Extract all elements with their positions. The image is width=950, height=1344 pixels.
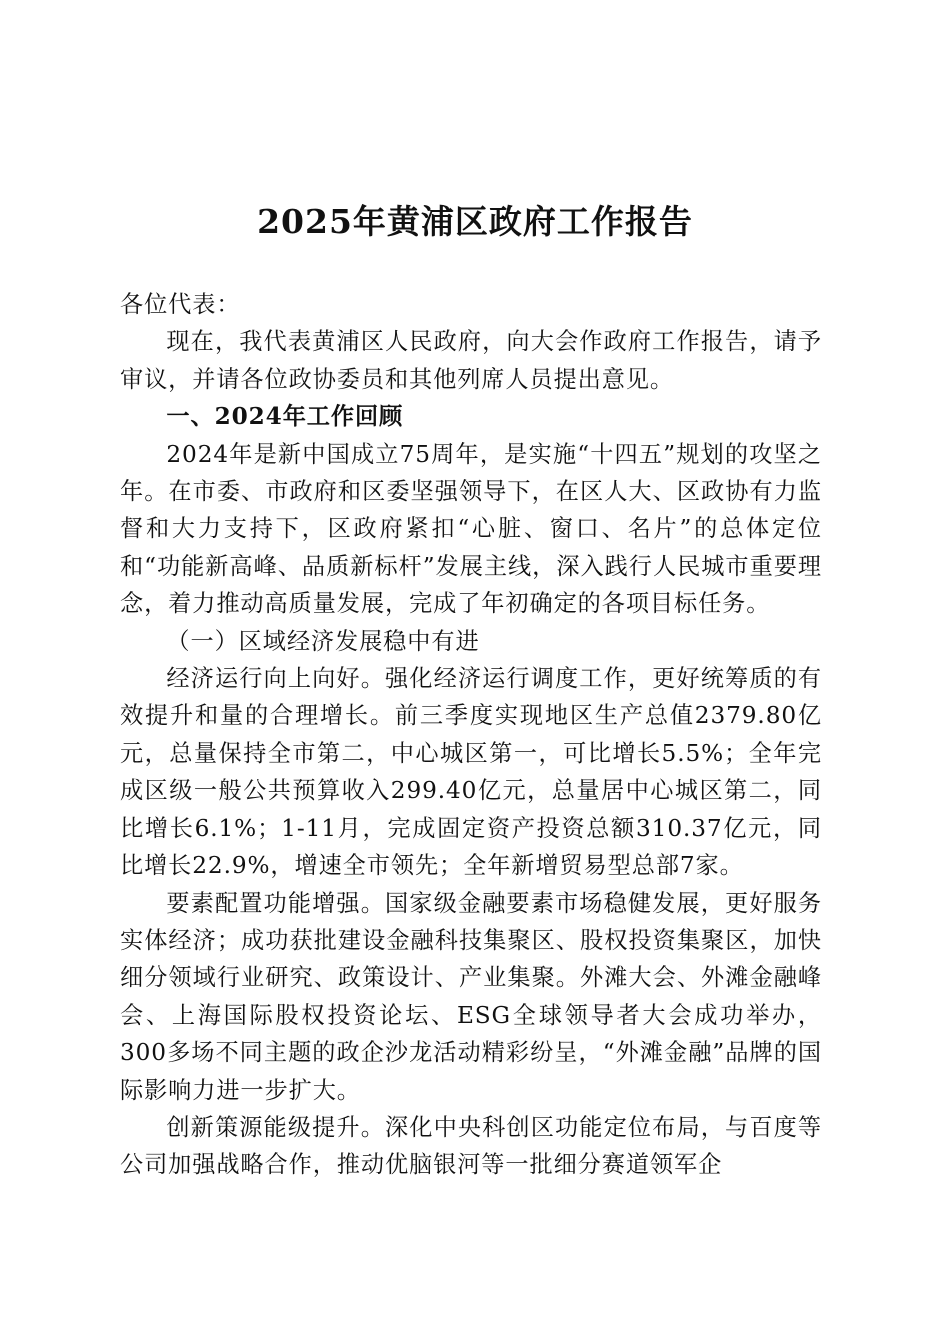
subsection-heading: （一）区域经济发展稳中有进 bbox=[166, 627, 480, 655]
intro-paragraph: 现在，我代表黄浦区人民政府，向大会作政府工作报告，请予审议，并请各位政协委员和其他列席人员提出意见。 bbox=[120, 328, 822, 393]
document-body bbox=[120, 286, 822, 1184]
economy-paragraph: 经济运行向上向好。强化经济运行调度工作，更好统筹质的有效提升和量的合理增长。前三季度实现地区生产总值2379.80亿元，总量保持全市第二，中心城区第一，可比增长5.5%；全年完成区级一般公共预算收入299.40亿元，总量居中心城区第二，同比增长6.1%；1-11月，完成固定资产投资总额310.37亿元，同比增长22.9%，增速全市领先；全年新增贸易型总部7家。 bbox=[120, 665, 822, 880]
section-heading: 一、2024年工作回顾 bbox=[166, 403, 404, 431]
factor-allocation-paragraph: 要素配置功能增强。国家级金融要素市场稳健发展，更好服务实体经济；成功获批建设金融科技集聚区、股权投资集聚区，加快细分领域行业研究、政策设计、产业集聚。外滩大会、外滩金融峰会、上海国际股权投资论坛、ESG全球领导者大会成功举办，300多场不同主题的政企沙龙活动精彩纷呈，“外滩金融”品牌的国际影响力进一步扩大。 bbox=[120, 889, 822, 1104]
innovation-paragraph: 创新策源能级提升。深化中央科创区功能定位布局，与百度等公司加强战略合作，推动优脑银河等一批细分赛道领军企 bbox=[120, 1113, 822, 1179]
review-paragraph: 2024年是新中国成立75周年，是实施“十四五”规划的攻坚之年。在市委、市政府和区委坚强领导下，在区人大、区政协有力监督和大力支持下，区政府紧扣“心脏、窗口、名片”的总体定位和“功能新高峰、品质新标杆”发展主线，深入践行人民城市重要理念，着力推动高质量发展，完成了年初确定的各项目标任务。 bbox=[120, 440, 822, 618]
document-title: 2025年黄浦区政府工作报告 bbox=[257, 202, 693, 241]
salutation: 各位代表： bbox=[120, 291, 241, 318]
